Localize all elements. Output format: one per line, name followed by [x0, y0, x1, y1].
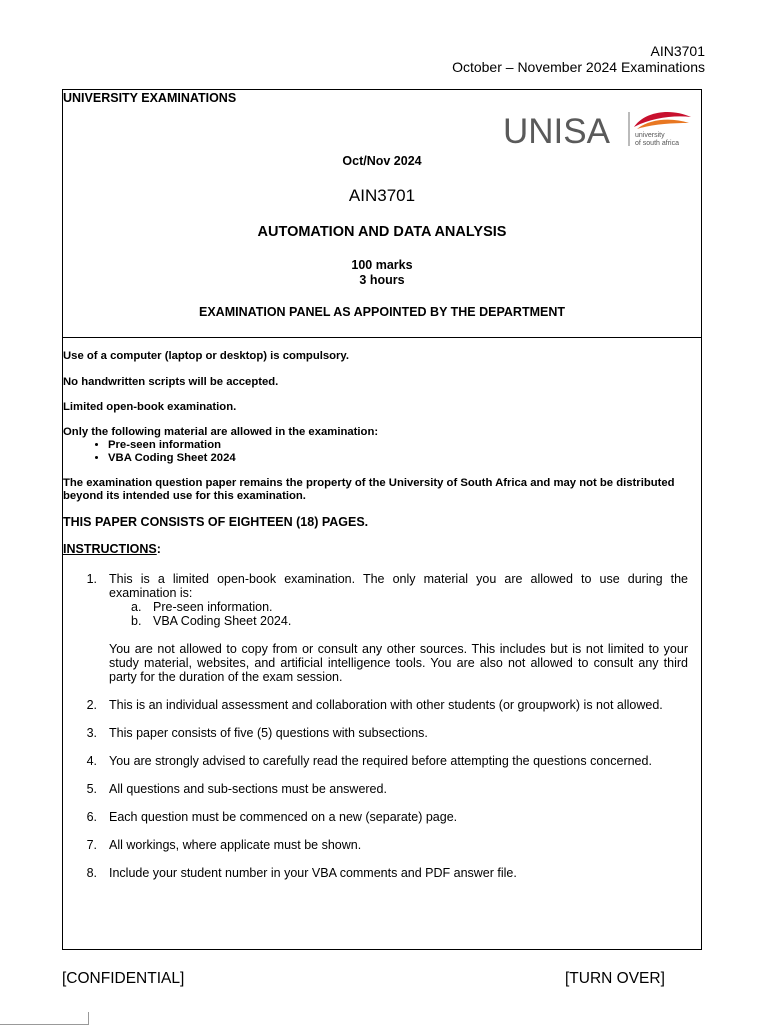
instruction-number: 1.	[86, 572, 97, 586]
instructions-heading: INSTRUCTIONS:	[63, 542, 161, 556]
instructions-heading-text: INSTRUCTIONS	[63, 542, 157, 556]
footer-turn-over: [TURN OVER]	[565, 970, 665, 987]
module-title: AUTOMATION AND DATA ANALYSIS	[257, 224, 507, 240]
unisa-logo	[503, 108, 693, 148]
unisa-logo-graphic	[503, 108, 693, 148]
rule-property: The examination question paper remains the property of the University of South Africa and may not be distributed beyond its intended use for this examination.	[63, 477, 675, 502]
course-code: AIN3701	[650, 43, 705, 59]
instruction-number: 2.	[86, 698, 97, 712]
instruction-text: All questions and sub-sections must be answered.	[109, 782, 387, 796]
page-count-statement: THIS PAPER CONSISTS OF EIGHTEEN (18) PAGES.	[63, 515, 369, 529]
instruction-number: 5.	[86, 782, 97, 796]
logo-tagline-1: university	[635, 132, 665, 139]
logo-tagline-2: of south africa	[635, 140, 679, 147]
examination-panel: EXAMINATION PANEL AS APPOINTED BY THE DEPARTMENT	[199, 305, 565, 319]
instruction-paragraph-text: You are not allowed to copy from or consult any other sources. This includes but is not limited to your study material, websites, and artificial intelligence tools. You are also not allowed to consult any third party for the duration of the exam session.	[109, 642, 688, 684]
subitem-letter: a.	[131, 600, 142, 614]
university-examinations-label: UNIVERSITY EXAMINATIONS	[63, 91, 237, 105]
instruction-number: 4.	[86, 754, 97, 768]
subitem-text: VBA Coding Sheet 2024.	[153, 614, 292, 628]
cover-top-section	[63, 90, 701, 338]
rule-computer: Use of a computer (laptop or desktop) is compulsory.	[63, 350, 350, 362]
rule-material-intro: Only the following material are allowed in the examination:	[63, 426, 379, 438]
instruction-text: This is an individual assessment and collaboration with other students (or groupwork) is not allowed.	[109, 698, 663, 712]
instruction-text: This is a limited open-book examination. The only material you are allowed to use during the examination is:	[109, 572, 688, 600]
instruction-number: 7.	[86, 838, 97, 852]
exam-cover-frame	[62, 89, 702, 950]
subitem-text: Pre-seen information.	[153, 600, 273, 614]
instruction-number: 8.	[86, 866, 97, 880]
exam-duration: 3 hours	[359, 273, 405, 287]
total-marks: 100 marks	[351, 258, 413, 272]
allowed-material-item: • Pre-seen information	[108, 439, 701, 452]
subitem-letter: b.	[131, 614, 142, 628]
instruction-text: Include your student number in your VBA comments and PDF answer file.	[109, 866, 517, 880]
footer-confidential: [CONFIDENTIAL]	[62, 970, 185, 987]
instruction-text: Each question must be commenced on a new (separate) page.	[109, 810, 458, 824]
instruction-text: You are strongly advised to carefully read the required before attempting the questions concerned.	[109, 754, 652, 768]
logo-wordmark: UNISA	[503, 112, 610, 148]
page-header	[452, 43, 705, 75]
rule-open-book: Limited open-book examination.	[63, 401, 237, 413]
allowed-material-item: • VBA Coding Sheet 2024	[108, 452, 701, 465]
instruction-text: All workings, where applicate must be shown.	[109, 838, 362, 852]
allowed-material-list	[63, 439, 701, 465]
page-corner-mark	[0, 1012, 89, 1025]
rule-handwritten: No handwritten scripts will be accepted.	[63, 376, 279, 388]
instruction-text: This paper consists of five (5) questions with subsections.	[109, 726, 428, 740]
exam-rules	[63, 350, 701, 556]
instruction-number: 6.	[86, 810, 97, 824]
logo-swoosh-red	[634, 112, 691, 127]
exam-session: October – November 2024 Examinations	[452, 59, 705, 75]
exam-date: Oct/Nov 2024	[342, 154, 422, 168]
instruction-subitem	[131, 614, 291, 628]
instruction-subitem	[131, 600, 273, 614]
exam-code-title: AIN3701	[348, 186, 416, 205]
instruction-number: 3.	[86, 726, 97, 740]
